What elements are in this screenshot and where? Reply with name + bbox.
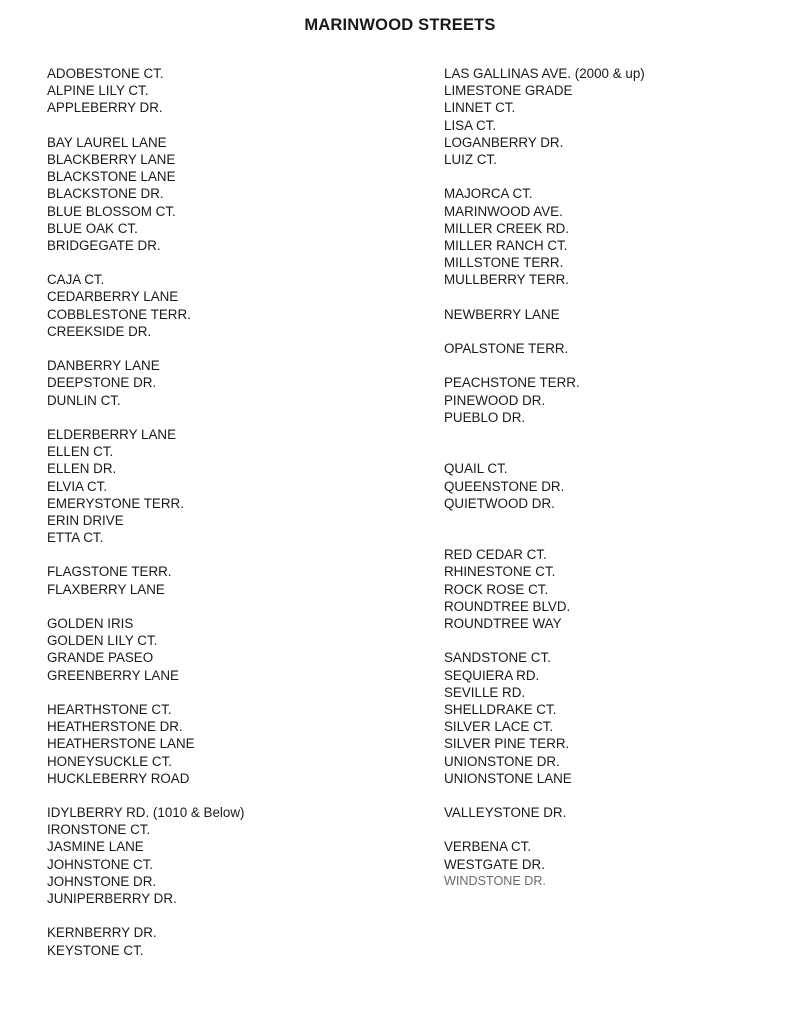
list-spacer	[444, 168, 645, 185]
street-name: ELLEN DR.	[47, 461, 117, 477]
street-name: ELVIA CT.	[47, 478, 108, 494]
list-spacer	[444, 512, 645, 529]
list-spacer	[47, 254, 244, 271]
list-spacer	[444, 787, 645, 804]
list-spacer	[444, 529, 645, 546]
street-name: GRANDE PASEO	[47, 650, 154, 666]
street-name: VERBENA CT.	[444, 839, 532, 855]
street-name: MILLSTONE TERR.	[444, 255, 564, 271]
street-name: QUAIL CT.	[444, 461, 508, 477]
street-name: SHELLDRAKE CT.	[444, 701, 557, 717]
street-name: RHINESTONE CT.	[444, 564, 556, 580]
street-name: MAJORCA CT.	[444, 186, 533, 202]
street-name: BLUE BLOSSOM CT.	[47, 203, 176, 219]
street-name: CREEKSIDE DR.	[47, 323, 152, 339]
street-name: KEYSTONE CT.	[47, 942, 144, 958]
street-name: LIMESTONE GRADE	[444, 83, 573, 99]
street-name: NEWBERRY LANE	[444, 306, 560, 322]
list-spacer	[444, 821, 645, 838]
street-name: ETTA CT.	[47, 530, 104, 546]
list-spacer	[47, 598, 244, 615]
street-name: LAS GALLINAS AVE. (2000 & up)	[444, 66, 645, 81]
street-name: WESTGATE DR.	[444, 856, 545, 872]
list-spacer	[444, 357, 645, 374]
street-name: PUEBLO DR.	[444, 409, 526, 425]
street-name: COBBLESTONE TERR.	[47, 306, 191, 322]
street-name: SEVILLE RD.	[444, 684, 526, 700]
street-name: MILLER CREEK RD.	[444, 220, 570, 236]
list-spacer	[47, 684, 244, 701]
street-name: ELLEN CT.	[47, 444, 114, 460]
street-name: KERNBERRY DR.	[47, 925, 157, 941]
street-name: HUCKLEBERRY ROAD	[47, 770, 190, 786]
street-name: HEARTHSTONE CT.	[47, 701, 172, 717]
street-name: CEDARBERRY LANE	[47, 289, 179, 305]
street-name: IDYLBERRY RD. (1010 & Below)	[47, 805, 245, 821]
street-name: SEQUIERA RD.	[444, 667, 540, 683]
street-name: GOLDEN LILY CT.	[47, 633, 158, 649]
list-spacer	[47, 546, 244, 563]
street-name: ELDERBERRY LANE	[47, 426, 177, 442]
street-name: LUIZ CT.	[444, 151, 497, 167]
street-name: ROUNDTREE WAY	[444, 616, 562, 631]
list-spacer	[444, 426, 645, 443]
street-name: BRIDGEGATE DR.	[47, 237, 161, 253]
street-name: LINNET CT.	[444, 100, 516, 116]
street-name: WINDSTONE DR.	[444, 873, 546, 888]
street-name: QUIETWOOD DR.	[444, 495, 555, 511]
street-name: UNIONSTONE LANE	[444, 770, 572, 786]
street-name: IRONSTONE CT.	[47, 822, 151, 838]
street-name: FLAGSTONE TERR.	[47, 564, 172, 580]
street-name: ERIN DRIVE	[47, 512, 124, 528]
street-name: HEATHERSTONE DR.	[47, 719, 183, 735]
street-name: JASMINE LANE	[47, 839, 144, 855]
street-name: BAY LAUREL LANE	[47, 134, 167, 150]
street-name: ROUNDTREE BLVD.	[444, 598, 571, 614]
street-name: DANBERRY LANE	[47, 358, 160, 374]
street-name: BLACKBERRY LANE	[47, 151, 176, 167]
street-name: LOGANBERRY DR.	[444, 134, 564, 150]
list-spacer	[444, 632, 645, 649]
street-name: RED CEDAR CT.	[444, 547, 547, 563]
street-name: PEACHSTONE TERR.	[444, 375, 580, 391]
street-name: GREENBERRY LANE	[47, 667, 179, 683]
list-spacer	[47, 409, 244, 426]
street-name: SANDSTONE CT.	[444, 650, 551, 666]
street-name: ADOBESTONE CT.	[47, 66, 164, 81]
street-name: SILVER PINE TERR.	[444, 736, 570, 752]
street-name: FLAXBERRY LANE	[47, 581, 165, 597]
street-name: VALLEYSTONE DR.	[444, 805, 567, 821]
street-name: PINEWOOD DR.	[444, 392, 546, 408]
street-name: ALPINE LILY CT.	[47, 83, 149, 99]
street-list-right	[444, 65, 645, 890]
street-name: EMERYSTONE TERR.	[47, 495, 184, 511]
list-spacer	[444, 288, 645, 305]
street-name: JOHNSTONE CT.	[47, 856, 154, 872]
street-name: UNIONSTONE DR.	[444, 753, 560, 769]
street-name: JUNIPERBERRY DR.	[47, 891, 177, 906]
street-name: MARINWOOD AVE.	[444, 203, 563, 219]
page-title: MARINWOOD STREETS	[304, 16, 496, 34]
street-name: BLUE OAK CT.	[47, 220, 138, 236]
list-spacer	[47, 787, 244, 804]
street-list-left	[47, 65, 244, 959]
street-name: APPLEBERRY DR.	[47, 100, 163, 116]
list-spacer	[47, 340, 244, 357]
street-name: HONEYSUCKLE CT.	[47, 753, 173, 769]
street-name: GOLDEN IRIS	[47, 616, 134, 631]
list-spacer	[444, 323, 645, 340]
street-name: MILLER RANCH CT.	[444, 237, 568, 253]
street-name: CAJA CT.	[47, 272, 105, 288]
street-name: BLACKSTONE DR.	[47, 186, 164, 202]
street-name: DUNLIN CT.	[47, 392, 121, 408]
street-name: MULLBERRY TERR.	[444, 272, 570, 288]
list-spacer	[47, 117, 244, 134]
street-name: DEEPSTONE DR.	[47, 375, 157, 391]
street-name: LISA CT.	[444, 117, 497, 133]
list-spacer	[47, 907, 244, 924]
street-name: SILVER LACE CT.	[444, 719, 554, 735]
street-name: BLACKSTONE LANE	[47, 169, 176, 185]
street-name: HEATHERSTONE LANE	[47, 736, 195, 752]
street-name: JOHNSTONE DR.	[47, 873, 157, 889]
street-name: ROCK ROSE CT.	[444, 581, 549, 597]
list-spacer	[444, 443, 645, 460]
street-name: OPALSTONE TERR.	[444, 341, 569, 356]
street-name: QUEENSTONE DR.	[444, 478, 565, 494]
